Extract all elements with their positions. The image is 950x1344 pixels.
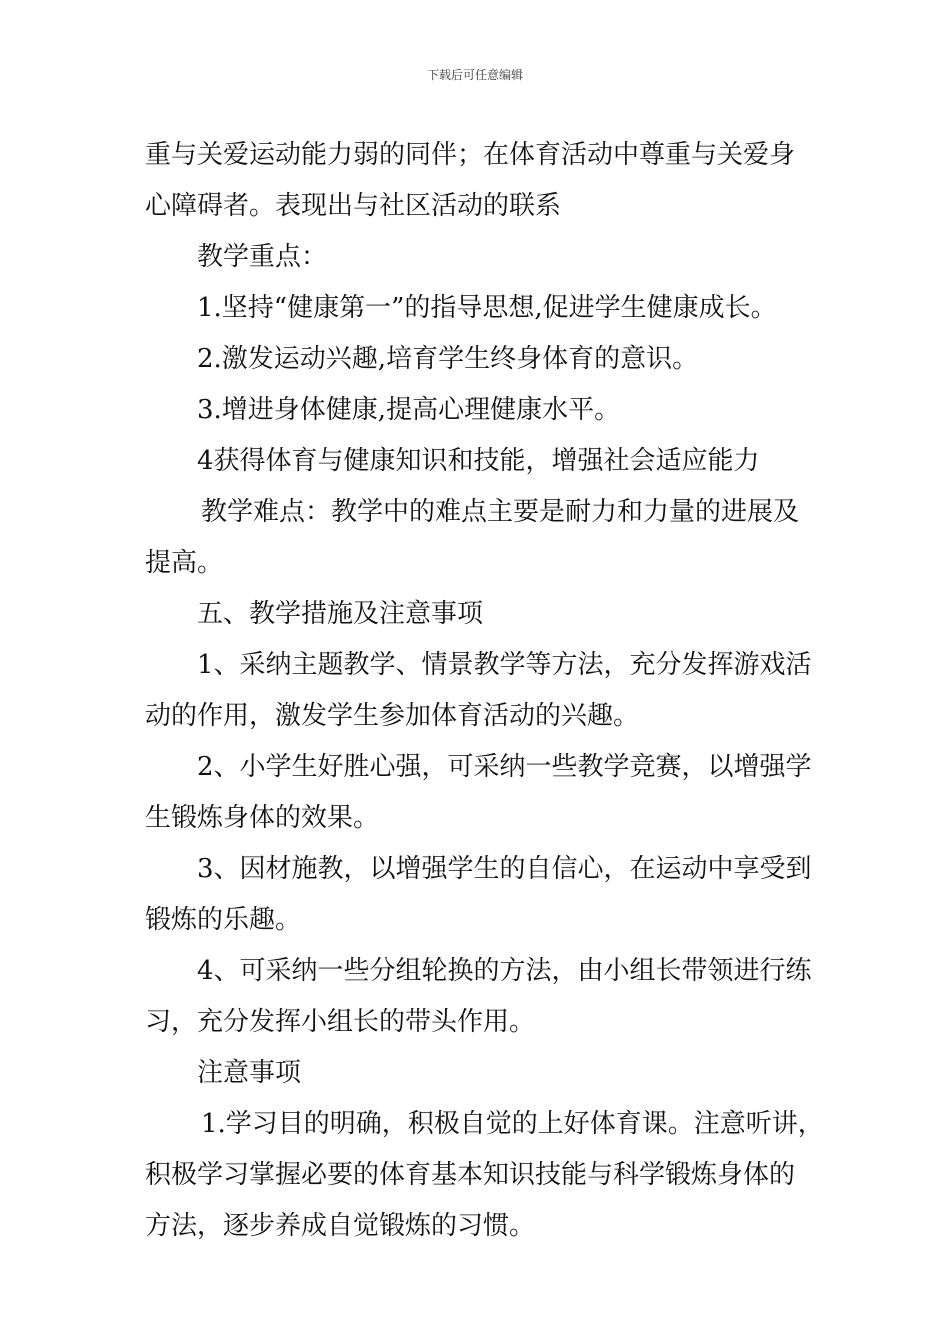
list-item: 3、因材施教，以增强学生的自信心，在运动中享受到	[197, 854, 812, 884]
document-body	[145, 130, 824, 1252]
section-heading-teaching-focus: 教学重点：	[197, 242, 328, 272]
section-heading-notes: 注意事项	[197, 1058, 302, 1088]
paragraph-line: 锻炼的乐趣。	[145, 905, 302, 935]
list-item: 1.学习目的明确，积极自觉的上好体育课。注意听讲，	[201, 1109, 824, 1139]
list-item: 2、小学生好胜心强，可采纳一些教学竞赛，以增强学	[197, 752, 812, 782]
list-item: 4、可采纳一些分组轮换的方法，由小组长带领进行练	[197, 956, 812, 986]
list-item: 4获得体育与健康知识和技能，增强社会适应能力	[197, 446, 760, 476]
paragraph-line: 习，充分发挥小组长的带头作用。	[145, 1007, 536, 1037]
page-header: 下载后可任意编辑	[426, 68, 523, 82]
paragraph-line: 积极学习掌握必要的体育基本知识技能与科学锻炼身体的	[145, 1160, 796, 1190]
paragraph-line: 动的作用，激发学生参加体育活动的兴趣。	[145, 701, 640, 731]
paragraph-line: 重与关爱运动能力弱的同伴；在体育活动中尊重与关爱身	[145, 140, 796, 170]
list-item: 1、采纳主题教学、情景教学等方法，充分发挥游戏活	[197, 650, 812, 680]
list-item: 2.激发运动兴趣,培育学生终身体育的意识。	[197, 344, 699, 374]
list-item: 1.坚持“健康第一”的指导思想,促进学生健康成长。	[197, 293, 777, 323]
paragraph-line: 生锻炼身体的效果。	[145, 803, 380, 833]
paragraph-line: 提高。	[145, 548, 224, 578]
paragraph-teaching-difficulty: 教学难点：教学中的难点主要是耐力和力量的进展及	[201, 497, 800, 527]
paragraph-line: 心障碍者。表现出与社区活动的联系	[145, 191, 562, 221]
list-item: 3.增进身体健康,提高心理健康水平。	[197, 395, 621, 425]
section-heading-measures: 五、教学措施及注意事项	[197, 599, 484, 629]
paragraph-line: 方法，逐步养成自觉锻炼的习惯。	[145, 1211, 536, 1241]
